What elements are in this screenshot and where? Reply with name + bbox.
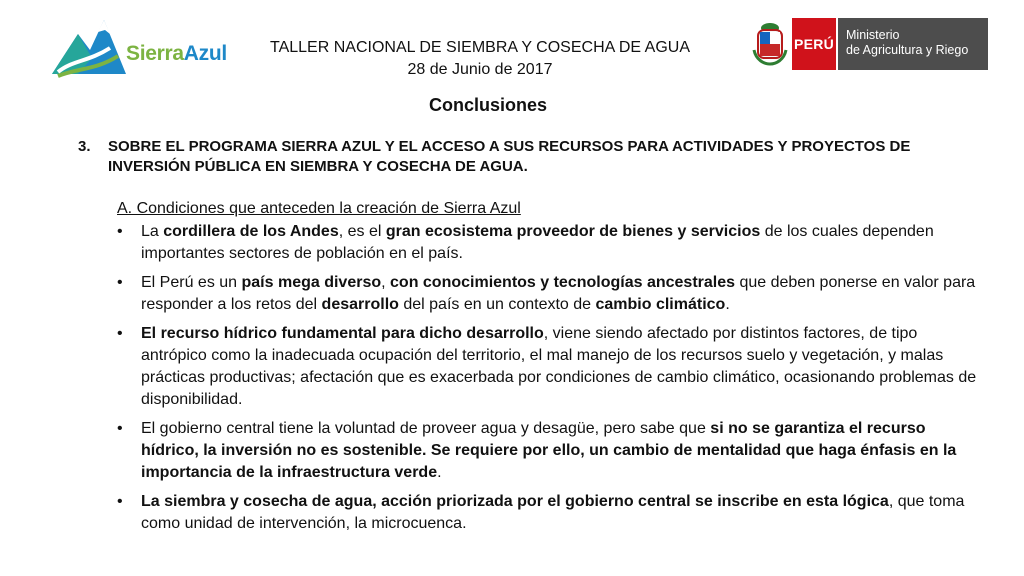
list-item [117,491,979,535]
peru-badge: PERÚ [792,18,836,70]
bold-text: gran ecosistema proveedor de bienes y servicios [385,223,761,240]
text: de los cuales dependen importantes sectores de población en el país. [141,223,934,262]
text: del país en un contexto de [398,296,596,313]
bullet-icon: • [117,274,123,291]
ministry-line2: de Agricultura y Riego [846,43,969,57]
text: , que toma como unidad de intervención, la microcuenca. [141,493,965,532]
text: que deben ponerse en valor para responder a los retos del [141,274,976,313]
sierra-azul-logo [48,12,228,82]
section-title [0,95,1024,116]
bullet-icon: • [117,223,123,240]
sierra-azul-wordmark [126,42,227,66]
text: , [381,274,391,291]
conclusions-content [117,198,979,542]
numbered-subtitle [78,137,978,177]
peru-coat-of-arms-icon [752,20,788,66]
event-title: TALLER NACIONAL DE SIEMBRA Y COSECHA DE AGUA [270,39,690,56]
bullet-icon: • [117,493,123,510]
bold-text: cambio climático [595,296,726,313]
bold-text: cordillera de los Andes [163,223,339,240]
list-item [117,323,979,411]
text: , es el [338,223,386,240]
ministry-logo [752,18,988,70]
list-item [117,221,979,265]
text: . [725,296,730,313]
bold-text: La siembra y cosecha de agua, acción priorizada por el gobierno central se inscribe en esta lógica [141,493,889,510]
conclusions-list [117,221,979,535]
logo-text-sierra: Sierra [126,42,184,65]
text: El gobierno central tiene la voluntad de proveer agua y desagüe, pero sabe que [141,420,711,437]
logo-text-azul: Azul [183,42,227,65]
bullet-icon: • [117,420,123,437]
ministry-line1: Ministerio [846,28,900,42]
conditions-heading: A. Condiciones que anteceden la creación de Sierra Azul [117,200,521,217]
bold-text: si no se garantiza el recurso hídrico, la inversión no es sostenible. Se requiere por ello, un cambio de mentalidad que haga énfasis en la importancia de la infraestructura verde [141,420,957,481]
event-header [256,37,704,81]
subtitle-number: 3. [78,138,91,155]
list-item [117,272,979,316]
text: La [141,223,164,240]
text: El Perú es un [141,274,242,291]
text: . [437,464,442,481]
bullet-icon: • [117,325,123,342]
bold-text: con conocimientos y tecnologías ancestrales [390,274,736,291]
event-date: 28 de Junio de 2017 [407,61,553,78]
ministry-name [838,18,988,70]
bold-text: desarrollo [321,296,399,313]
bold-text: país mega diverso [241,274,382,291]
bold-text: El recurso hídrico fundamental para dicho desarrollo [141,325,544,342]
list-item [117,418,979,484]
subtitle-text: SOBRE EL PROGRAMA SIERRA AZUL Y EL ACCESO A SUS RECURSOS PARA ACTIVIDADES Y PROYECTOS DE INVERSIÓN PÚBLICA EN SIEMBRA Y COSECHA DE AGUA. [108,138,911,175]
text: , viene siendo afectado por distintos factores, de tipo antrópico como la inadecuada ocupación del territorio, el mal manejo de los recursos suelo y vegetación, y malas prácticas productivas; afectación que es exacerbada por condiciones de cambio climático, ocasionando problemas de disponibilidad. [141,325,977,408]
section-title-text: Conclusiones [428,95,548,115]
mountain-logo-icon [48,12,128,82]
